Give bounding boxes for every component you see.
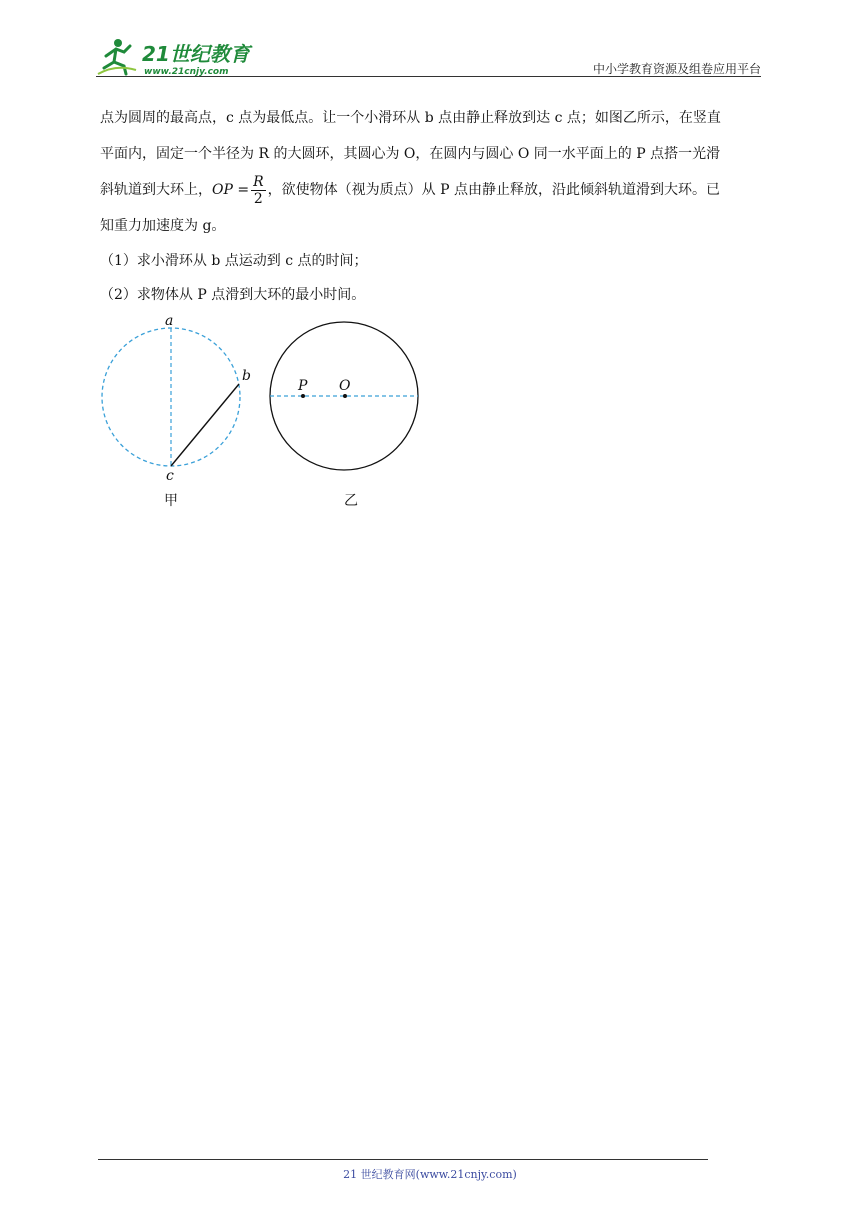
yi-label-p: P	[298, 378, 308, 394]
problem-line-3	[100, 172, 762, 208]
jia-caption: 甲	[164, 493, 178, 509]
fraction-numerator: R	[253, 173, 264, 190]
question-1: （1）求小滑环从 b 点运动到 c 点的时间；	[100, 253, 368, 269]
figure-jia	[102, 313, 251, 509]
header-divider	[96, 76, 761, 77]
line3-post: ，欲使物体（视为质点）从 P 点由静止释放，沿此倾斜轨道滑到大环。已	[267, 182, 720, 198]
footer-site-text: 21 世纪教育网(www.21cnjy.com)	[343, 1168, 517, 1181]
problem-line-2: 平面内，固定一个半径为 R 的大圆环，其圆心为 O，在圆内与圆心 O 同一水平面上的 P 点搭一光滑	[100, 146, 721, 162]
runner-icon	[98, 39, 136, 74]
logo-url-text: www.21cnjy.com	[144, 67, 229, 77]
problem-paragraph	[100, 100, 762, 244]
figures	[96, 312, 436, 522]
eq-op: OP	[212, 182, 233, 198]
footer-divider	[98, 1159, 708, 1160]
yi-point-p	[301, 394, 305, 398]
jia-label-a: a	[165, 313, 174, 329]
problem-line-4: 知重力加速度为 g。	[100, 218, 226, 234]
problem-text	[100, 100, 762, 312]
page-header	[96, 34, 761, 78]
jia-label-b: b	[242, 368, 251, 384]
eq-sign: =	[237, 182, 250, 198]
logo-21cnjy	[96, 34, 266, 78]
logo-text: 21世纪教育	[142, 42, 250, 66]
yi-point-o	[343, 394, 347, 398]
yi-label-o: O	[339, 378, 351, 394]
jia-dashed-circle	[102, 328, 240, 466]
jia-chord-bc	[171, 384, 239, 466]
yi-caption: 乙	[344, 493, 358, 509]
header-platform-text: 中小学教育资源及组卷应用平台	[592, 62, 761, 76]
fraction-denominator: 2	[253, 190, 263, 207]
jia-label-c: c	[166, 468, 174, 484]
fraction-r-over-2	[251, 174, 266, 207]
line3-pre: 斜轨道到大环上，	[100, 182, 212, 198]
figure-yi	[270, 322, 418, 509]
problem-line-1: 点为圆周的最高点，c 点为最低点。让一个小滑环从 b 点由静止释放到达 c 点；如图乙所示，在竖直	[100, 110, 721, 126]
question-2: （2）求物体从 P 点滑到大环的最小时间。	[100, 287, 366, 303]
